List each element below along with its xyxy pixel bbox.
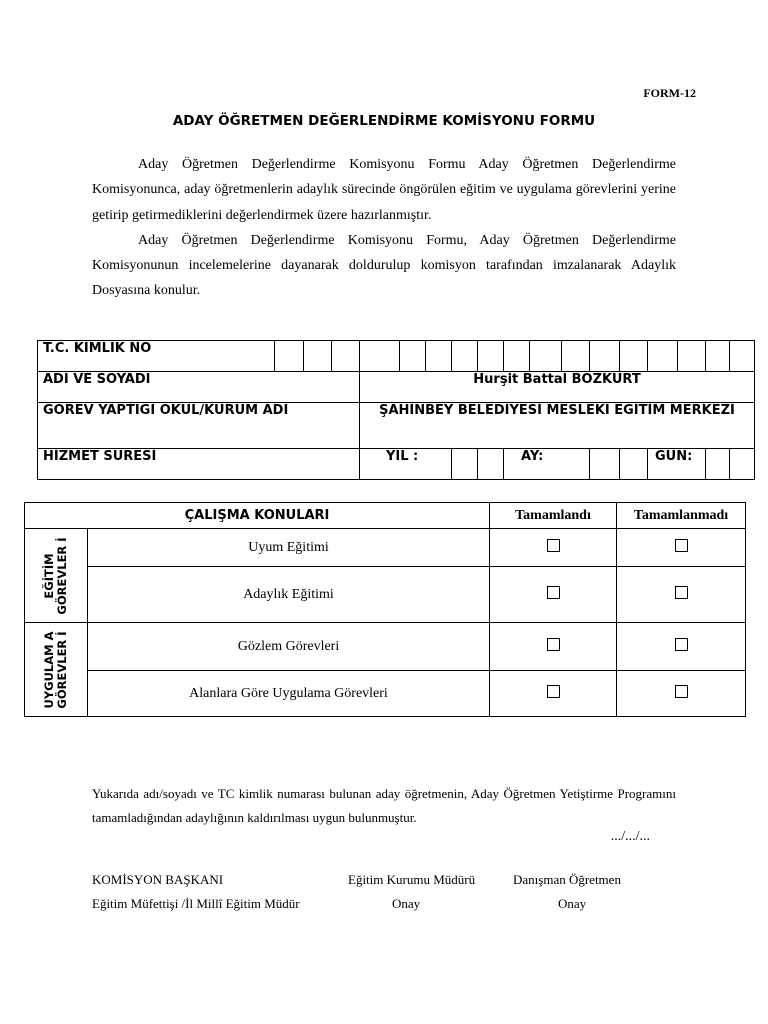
tc-digit-box[interactable] — [332, 341, 360, 372]
tc-digit-box[interactable] — [360, 341, 400, 372]
table-row — [25, 529, 746, 567]
candidate-info-table — [37, 340, 755, 480]
tc-digit-box[interactable] — [620, 341, 648, 372]
name-value: Hurşit Battal BOZKURT — [360, 372, 755, 403]
done-checkbox[interactable] — [490, 623, 617, 671]
tc-digit-box[interactable] — [304, 341, 332, 372]
tasks-header: ÇALIŞMA KONULARI — [25, 503, 490, 529]
signature-principal-approval: Onay — [392, 896, 421, 911]
not-done-checkbox[interactable] — [617, 623, 746, 671]
page-title: ADAY ÖĞRETMEN DEĞERLENDİRME KOMİSYONU FORMU — [172, 113, 596, 129]
tc-digit-box[interactable] — [400, 341, 426, 372]
task-label: Uyum Eğitimi — [88, 529, 490, 567]
col-done-header: Tamamlandı — [490, 503, 617, 529]
not-done-checkbox[interactable] — [617, 567, 746, 623]
tc-digit-box[interactable] — [452, 341, 478, 372]
school-value: ŞAHİNBEY BELEDİYESİ MESLEKİ EĞİTİM MERKEZİ — [360, 403, 755, 449]
month-box[interactable] — [620, 449, 648, 480]
group-label-practice: UYGULAM A GÖREVLER İ — [25, 623, 88, 717]
checkbox-icon — [547, 539, 560, 552]
tc-digit-box[interactable] — [275, 341, 304, 372]
school-row — [38, 403, 755, 449]
intro-text — [92, 152, 676, 304]
checkbox-icon — [675, 685, 688, 698]
tc-digit-box[interactable] — [648, 341, 678, 372]
checkbox-icon — [675, 539, 688, 552]
group-label-education: EĞİTİM GÖREVLER İ — [25, 529, 88, 623]
col-not-done-header: Tamamlanmadı — [617, 503, 746, 529]
day-box[interactable] — [706, 449, 730, 480]
tasks-header-row — [25, 503, 746, 529]
signature-principal: Eğitim Kurumu Müdürü — [348, 872, 476, 887]
tc-digit-box[interactable] — [590, 341, 620, 372]
tc-row — [38, 341, 755, 372]
checkbox-icon — [547, 638, 560, 651]
service-label: HİZMET SÜRESİ — [38, 449, 360, 480]
task-label: Gözlem Görevleri — [88, 623, 490, 671]
year-box[interactable] — [478, 449, 504, 480]
table-row — [25, 671, 746, 717]
month-label: AY: — [504, 449, 590, 480]
signature-mentor: Danışman Öğretmen — [513, 872, 621, 887]
done-checkbox[interactable] — [490, 567, 617, 623]
done-checkbox[interactable] — [490, 671, 617, 717]
year-box[interactable] — [452, 449, 478, 480]
tc-digit-box[interactable] — [678, 341, 706, 372]
intro-paragraph-1: Aday Öğretmen Değerlendirme Komisyonu Formu Aday Öğretmen Değerlendirme Komisyonunca, aday öğretmenlerin adaylık sürecinde öngörülen eğitim ve uygulama görevlerini yerine getirip getirmediklerini değerlendirmek üzere hazırlanmıştır. — [92, 157, 676, 223]
tc-digit-box[interactable] — [706, 341, 730, 372]
signature-mentor-approval: Onay — [558, 896, 587, 911]
year-label: YIL : — [360, 449, 452, 480]
table-row — [25, 567, 746, 623]
checkbox-icon — [675, 638, 688, 651]
day-label: GÜN: — [648, 449, 706, 480]
not-done-checkbox[interactable] — [617, 529, 746, 567]
tc-digit-box[interactable] — [530, 341, 562, 372]
tc-digit-box[interactable] — [478, 341, 504, 372]
table-row — [25, 623, 746, 671]
tasks-table — [24, 502, 746, 717]
day-box[interactable] — [730, 449, 755, 480]
checkbox-icon — [675, 586, 688, 599]
tc-digit-box[interactable] — [730, 341, 755, 372]
tc-digit-box[interactable] — [562, 341, 590, 372]
name-row — [38, 372, 755, 403]
signature-inspector: Eğitim Müfettişi /İl Millî Eğitim Müdür — [92, 896, 300, 911]
intro-paragraph-2: Aday Öğretmen Değerlendirme Komisyonu Formu, Aday Öğretmen Değerlendirme Komisyonunun incelemelerine dayanarak doldurulup komisyon tarafından imzalanarak Adaylık Dosyasına konulur. — [92, 232, 676, 299]
tc-digit-box[interactable] — [426, 341, 452, 372]
form-code: FORM-12 — [643, 86, 696, 100]
task-label: Alanlara Göre Uygulama Görevleri — [88, 671, 490, 717]
tc-label: T.C. KİMLİK NO — [38, 341, 275, 372]
not-done-checkbox[interactable] — [617, 671, 746, 717]
tc-digit-box[interactable] — [504, 341, 530, 372]
task-label: Adaylık Eğitimi — [88, 567, 490, 623]
date-field[interactable]: .../.../... — [610, 829, 650, 844]
checkbox-icon — [547, 586, 560, 599]
school-label: GÖREV YAPTIĞI OKUL/KURUM ADI — [38, 403, 360, 449]
signature-chair: KOMİSYON BAŞKANI — [92, 872, 224, 887]
service-row — [38, 449, 755, 480]
approval-note: Yukarıda adı/soyadı ve TC kimlik numarası bulunan aday öğretmenin, Aday Öğretmen Yetiştirme Programını tamamladığından adaylığının kaldırılması uygun bulunmuştur. — [92, 786, 676, 825]
month-box[interactable] — [590, 449, 620, 480]
name-label: ADI VE SOYADI — [38, 372, 360, 403]
checkbox-icon — [547, 685, 560, 698]
done-checkbox[interactable] — [490, 529, 617, 567]
